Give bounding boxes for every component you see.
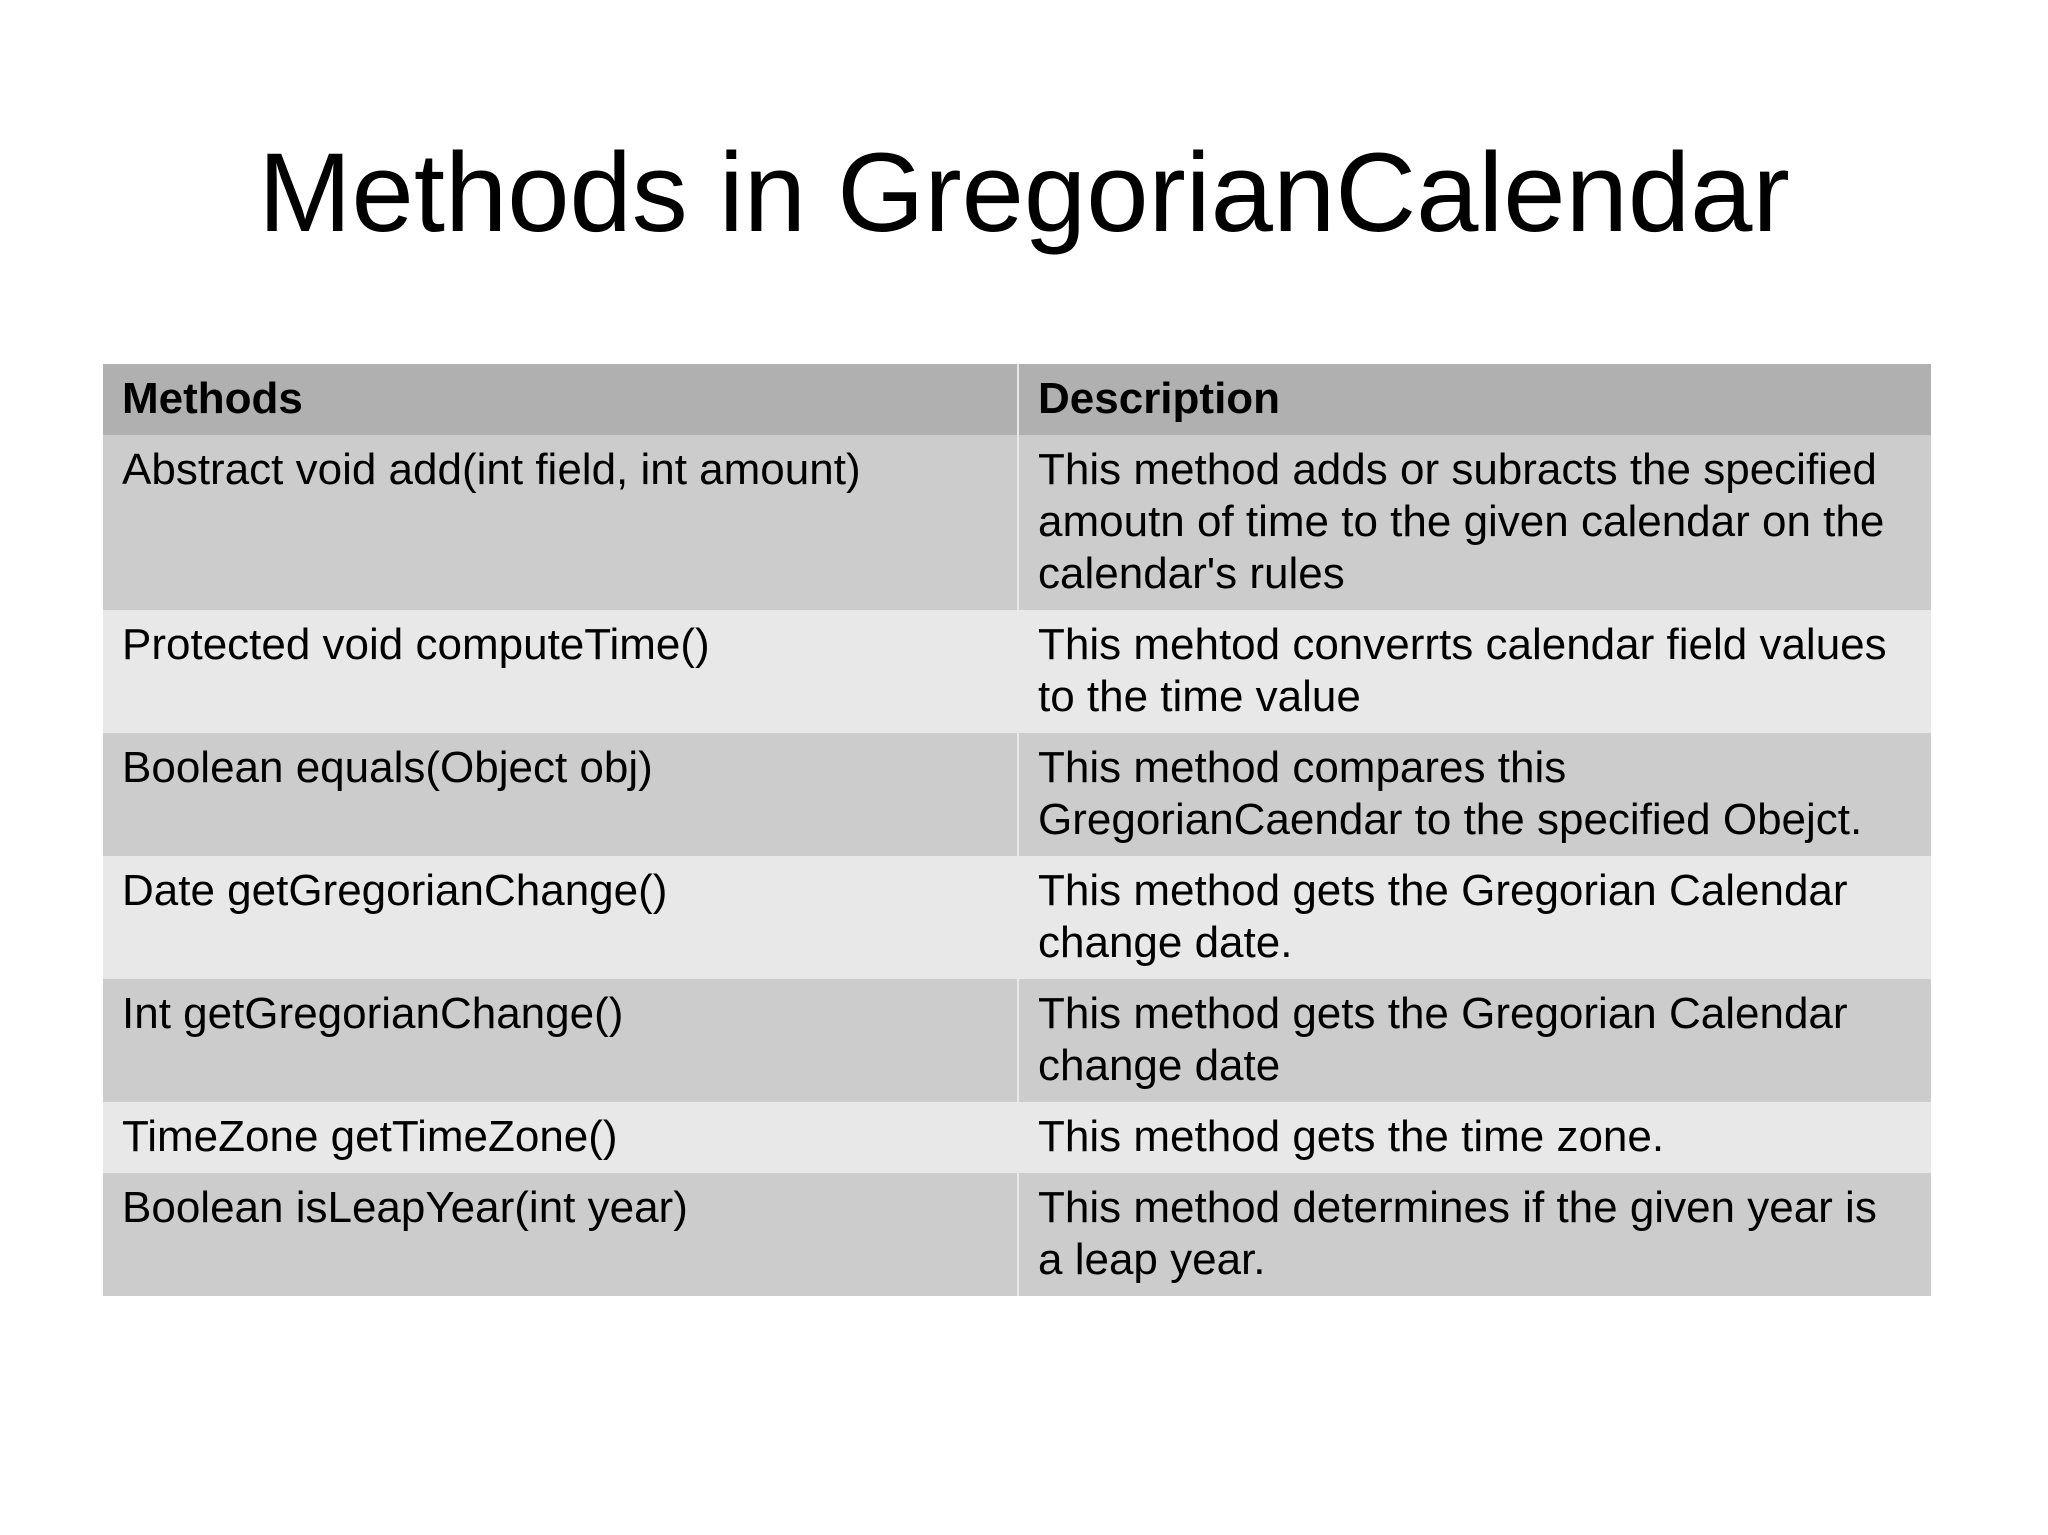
slide-title: Methods in GregorianCalendar (258, 130, 1790, 255)
method-cell: Boolean equals(Object obj) (122, 743, 653, 792)
method-cell: Protected void computeTime() (122, 620, 710, 669)
table-row (103, 733, 1931, 856)
header-description: Description (1018, 364, 1931, 435)
description-cell: This method adds or subracts the specified amoutn of time to the given calendar on the calendar's rules (1018, 435, 1931, 610)
table-row (103, 1173, 1931, 1296)
table-header-row (103, 364, 1931, 435)
description-cell: This method gets the time zone. (1018, 1102, 1931, 1173)
method-cell: Date getGregorianChange() (122, 866, 668, 915)
method-cell: Boolean isLeapYear(int year) (122, 1183, 688, 1232)
table-row (103, 610, 1931, 733)
table-row (103, 1102, 1931, 1173)
table-row (103, 856, 1931, 979)
methods-table (103, 364, 1931, 1296)
method-cell: TimeZone getTimeZone() (122, 1112, 618, 1161)
table-row (103, 979, 1931, 1102)
description-cell: This method gets the Gregorian Calendar change date. (1018, 856, 1931, 979)
description-cell: This method determines if the given year is a leap year. (1018, 1173, 1931, 1296)
method-cell: Int getGregorianChange() (122, 989, 624, 1038)
table-row (103, 435, 1931, 610)
header-methods: Methods (122, 374, 303, 423)
description-cell: This method compares this GregorianCaendar to the specified Obejct. (1018, 733, 1931, 856)
method-cell: Abstract void add(int field, int amount) (122, 445, 861, 494)
description-cell: This mehtod converrts calendar field values to the time value (1018, 610, 1931, 733)
description-cell: This method gets the Gregorian Calendar change date (1018, 979, 1931, 1102)
